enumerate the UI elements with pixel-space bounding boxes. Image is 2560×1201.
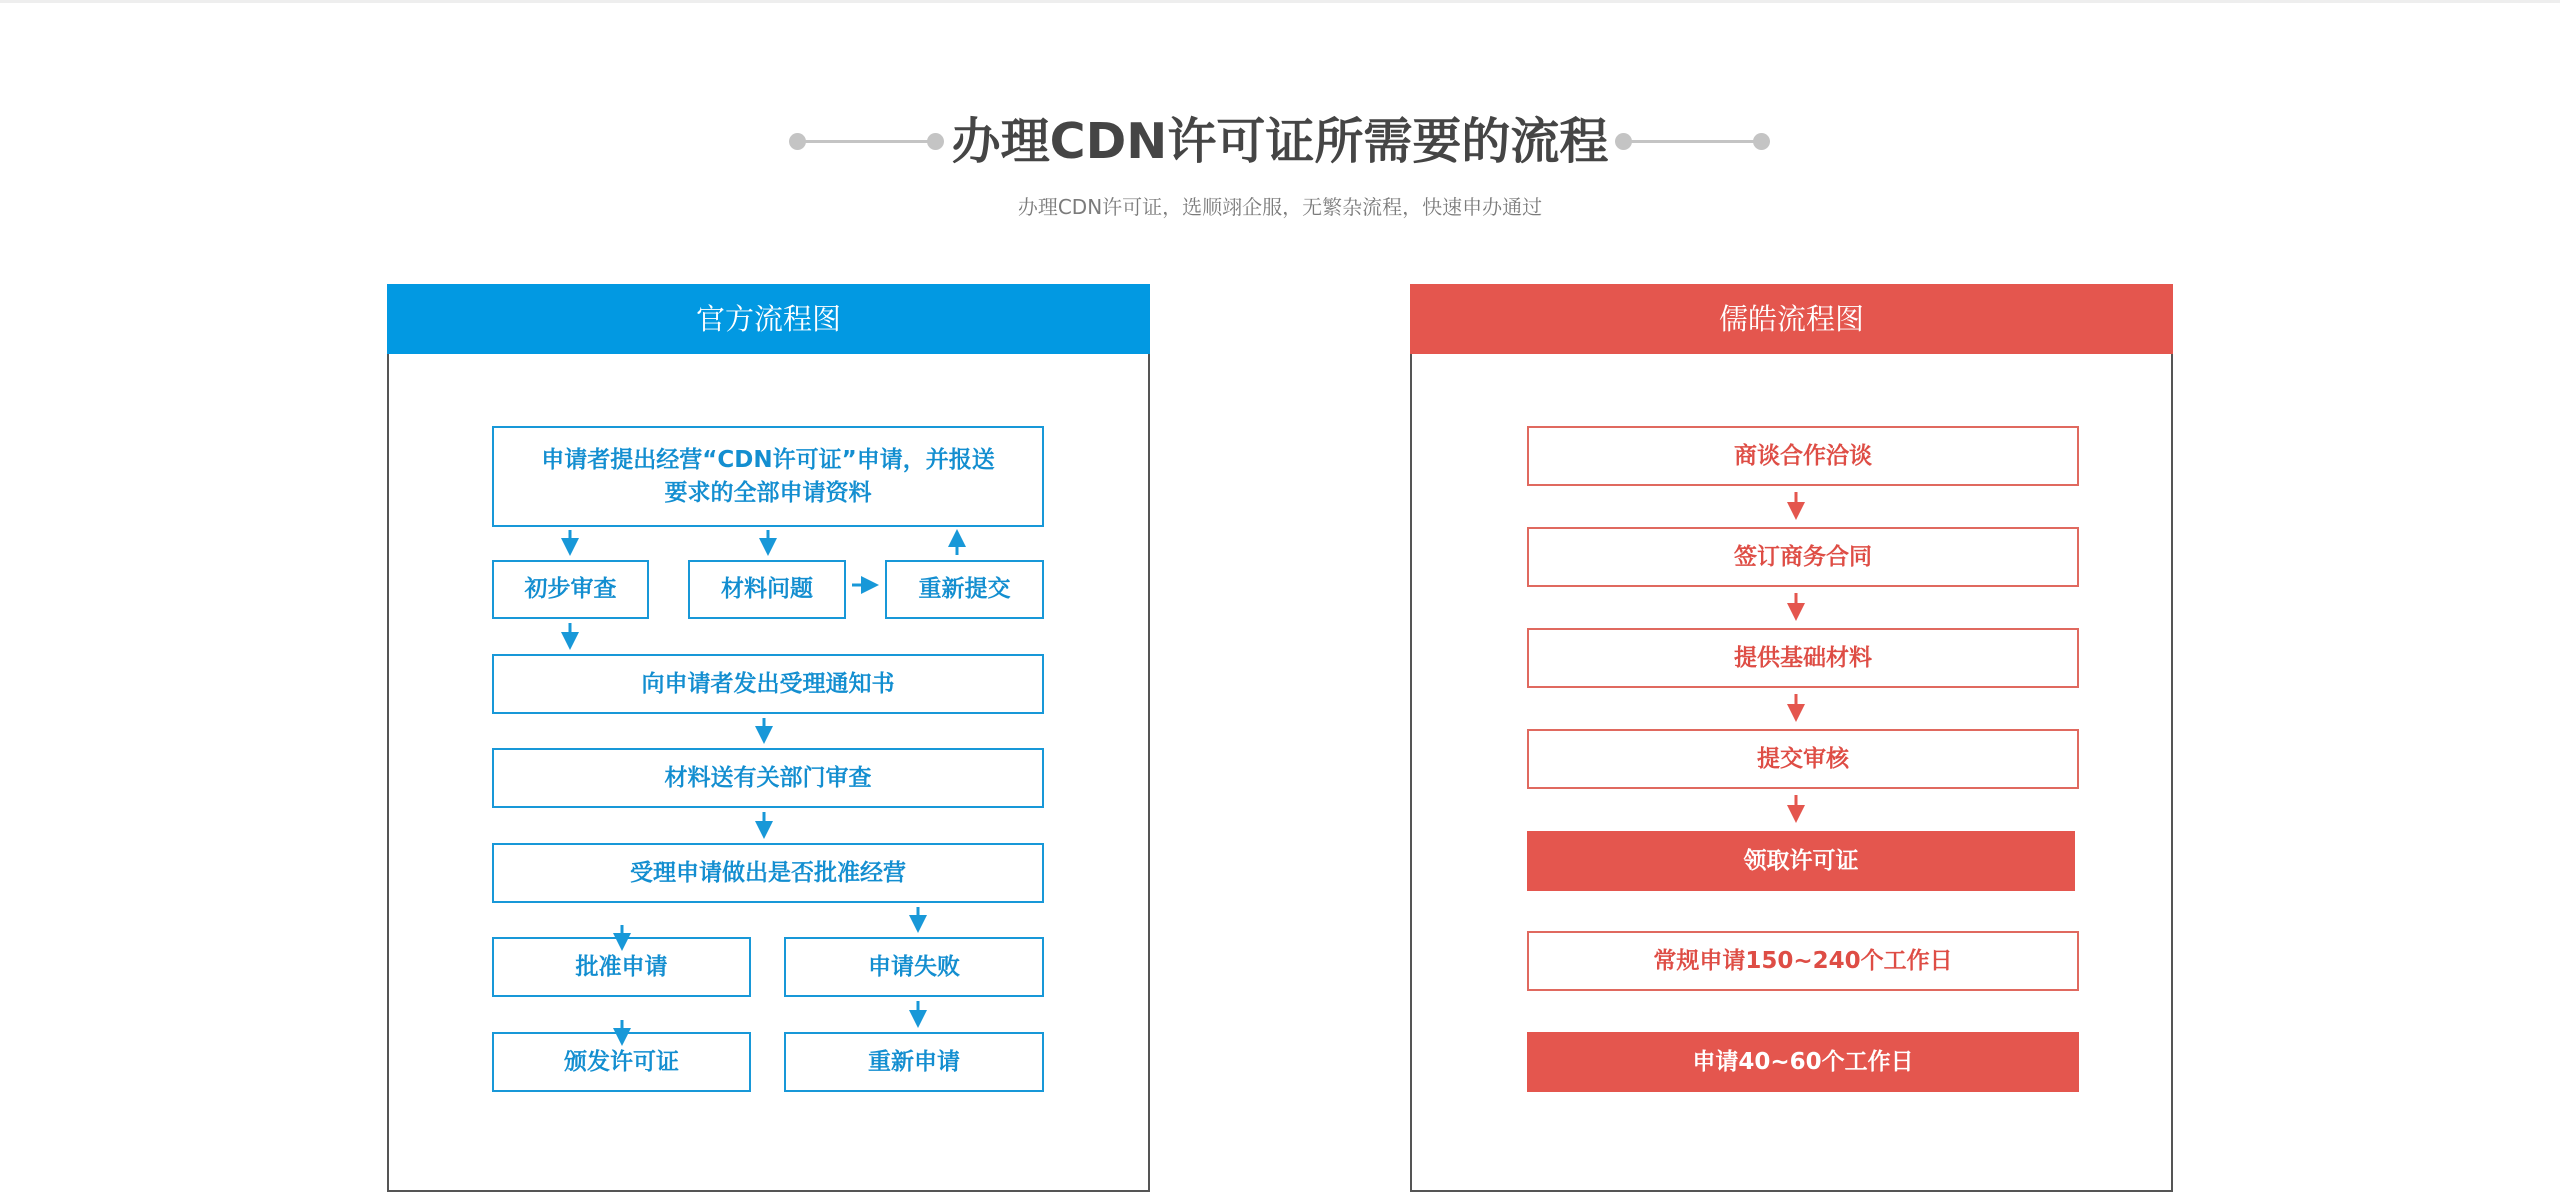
ruhao-step-2: 签订商务合同 xyxy=(1527,527,2079,587)
step-approval-decision: 受理申请做出是否批准经营 xyxy=(492,843,1044,903)
ruhao-panel-title: 儒皓流程图 xyxy=(1410,284,2173,354)
step-material-issue: 材料问题 xyxy=(688,560,846,619)
regular-duration-box: 常规申请150~240个工作日 xyxy=(1527,931,2079,991)
page-subtitle: 办理CDN许可证，选顺翊企服，无繁杂流程，快速申办通过 xyxy=(1017,195,1543,219)
step-department-review: 材料送有关部门审查 xyxy=(492,748,1044,808)
step-approve: 批准申请 xyxy=(492,937,751,997)
step-resubmit: 重新提交 xyxy=(885,560,1044,619)
our-duration-box: 申请40~60个工作日 xyxy=(1527,1032,2079,1092)
ruhao-step-1: 商谈合作洽谈 xyxy=(1527,426,2079,486)
step-fail: 申请失败 xyxy=(784,937,1044,997)
ruhao-step-5: 领取许可证 xyxy=(1527,831,2075,891)
official-panel-title: 官方流程图 xyxy=(387,284,1150,354)
step-acceptance-notice: 向申请者发出受理通知书 xyxy=(492,654,1044,714)
step-issue-license: 颁发许可证 xyxy=(492,1032,751,1092)
ruhao-step-4: 提交审核 xyxy=(1527,729,2079,789)
page-title: 办理CDN许可证所需要的流程 xyxy=(951,113,1609,170)
step-preliminary-review: 初步审查 xyxy=(492,560,649,619)
ruhao-step-3: 提供基础材料 xyxy=(1527,628,2079,688)
step-submit-application: 申请者提出经营“CDN许可证”申请，并报送要求的全部申请资料 xyxy=(492,426,1044,527)
step-reapply: 重新申请 xyxy=(784,1032,1044,1092)
